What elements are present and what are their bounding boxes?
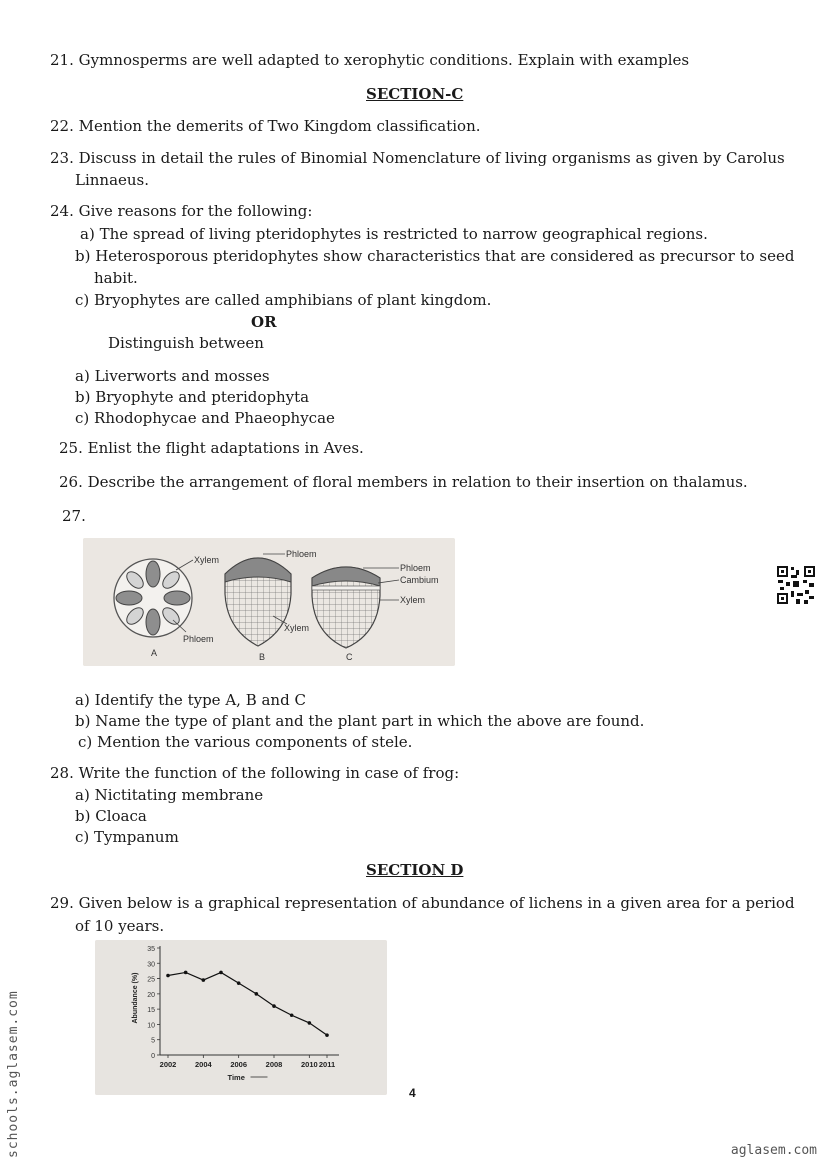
- question-23-line-1: 23. Discuss in detail the rules of Binomial Nomenclature of living organisms as given by Carolus: [50, 149, 785, 167]
- y-tick-label: 10: [147, 1022, 155, 1030]
- data-point: [237, 981, 241, 985]
- y-tick-label: 20: [147, 991, 155, 999]
- question-25: 25. Enlist the flight adaptations in Aves.: [59, 439, 364, 457]
- x-axis-label: Time: [227, 1073, 245, 1082]
- page-number: 4: [409, 1086, 416, 1100]
- distinguish-b: b) Bryophyte and pteridophyta: [75, 388, 310, 406]
- question-24-b-line-1: b) Heterosporous pteridophytes show characteristics that are considered as precursor to seed: [75, 247, 795, 265]
- label-phloem-a: Phloem: [183, 634, 214, 644]
- x-tick-label: 2011: [318, 1060, 336, 1069]
- lichen-abundance-chart-photo: [95, 940, 387, 1095]
- question-28-c: c) Tympanum: [75, 828, 179, 846]
- label-b: B: [259, 652, 266, 662]
- label-xylem-b: Xylem: [284, 623, 310, 633]
- question-29-line-2: of 10 years.: [75, 917, 165, 935]
- y-axis-label: Abundance (%): [132, 972, 139, 1024]
- y-tick-label: 30: [147, 961, 155, 969]
- data-point: [308, 1021, 312, 1025]
- question-23-line-2: Linnaeus.: [75, 171, 150, 189]
- label-a: A: [151, 648, 158, 658]
- x-tick-label: 2002: [159, 1060, 177, 1069]
- x-tick-label: 2006: [230, 1060, 248, 1069]
- question-27: 27.: [62, 507, 86, 525]
- distinguish-c: c) Rhodophycae and Phaeophycae: [75, 409, 335, 427]
- label-phloem-c: Phloem: [400, 563, 431, 573]
- question-24-b-line-2: habit.: [94, 269, 138, 287]
- data-point: [184, 971, 188, 975]
- label-xylem-c: Xylem: [400, 595, 426, 605]
- data-point: [255, 992, 259, 996]
- data-point: [290, 1013, 294, 1017]
- question-21: 21. Gymnosperms are well adapted to xerophytic conditions. Explain with examples: [50, 51, 690, 69]
- lichen-abundance-chart: [95, 940, 387, 1095]
- question-28: 28. Write the function of the following in case of frog:: [50, 764, 460, 782]
- question-26: 26. Describe the arrangement of floral members in relation to their insertion on thalamus.: [59, 473, 748, 491]
- label-c: C: [346, 652, 353, 662]
- section-c-heading: SECTION-C: [366, 85, 464, 103]
- distinguish-a: a) Liverworts and mosses: [75, 367, 270, 385]
- label-cambium-c: Cambium: [400, 575, 439, 585]
- y-tick-label: 35: [147, 946, 155, 953]
- data-point: [272, 1004, 276, 1008]
- question-28-a: a) Nictitating membrane: [75, 786, 264, 804]
- label-xylem-a: Xylem: [194, 555, 220, 565]
- section-d-heading: SECTION D: [366, 861, 464, 879]
- question-24-a: a) The spread of living pteridophytes is restricted to narrow geographical regions.: [80, 225, 708, 243]
- x-tick-label: 2004: [194, 1060, 212, 1069]
- data-point: [325, 1033, 329, 1037]
- question-29-line-1: 29. Given below is a graphical representation of abundance of lichens in a given area for a period: [50, 894, 795, 912]
- y-tick-label: 15: [147, 1007, 155, 1015]
- question-28-b: b) Cloaca: [75, 807, 147, 825]
- question-24-c: c) Bryophytes are called amphibians of plant kingdom.: [75, 291, 492, 309]
- x-tick-label: 2008: [265, 1060, 283, 1069]
- x-tick-label: 2010: [300, 1060, 318, 1069]
- question-27-b: b) Name the type of plant and the plant part in which the above are found.: [75, 712, 645, 730]
- question-22: 22. Mention the demerits of Two Kingdom classification.: [50, 117, 481, 135]
- or-separator: OR: [251, 313, 277, 331]
- distinguish-between: Distinguish between: [108, 334, 264, 352]
- y-tick-label: 25: [147, 976, 155, 984]
- vascular-bundle-figure: [83, 538, 455, 666]
- label-phloem-b: Phloem: [286, 549, 317, 559]
- footer-brand: aglasem.com: [730, 1143, 817, 1158]
- data-point: [166, 974, 170, 978]
- side-watermark: schools.aglasem.com: [6, 990, 21, 1158]
- data-point: [202, 978, 206, 982]
- question-27-c: c) Mention the various components of stele.: [78, 733, 413, 751]
- y-tick-label: 0: [151, 1053, 155, 1060]
- data-point: [219, 971, 223, 975]
- question-27-a: a) Identify the type A, B and C: [75, 691, 306, 709]
- question-24: 24. Give reasons for the following:: [50, 202, 313, 220]
- qr-code-icon: [776, 565, 816, 605]
- y-tick-label: 5: [151, 1037, 155, 1045]
